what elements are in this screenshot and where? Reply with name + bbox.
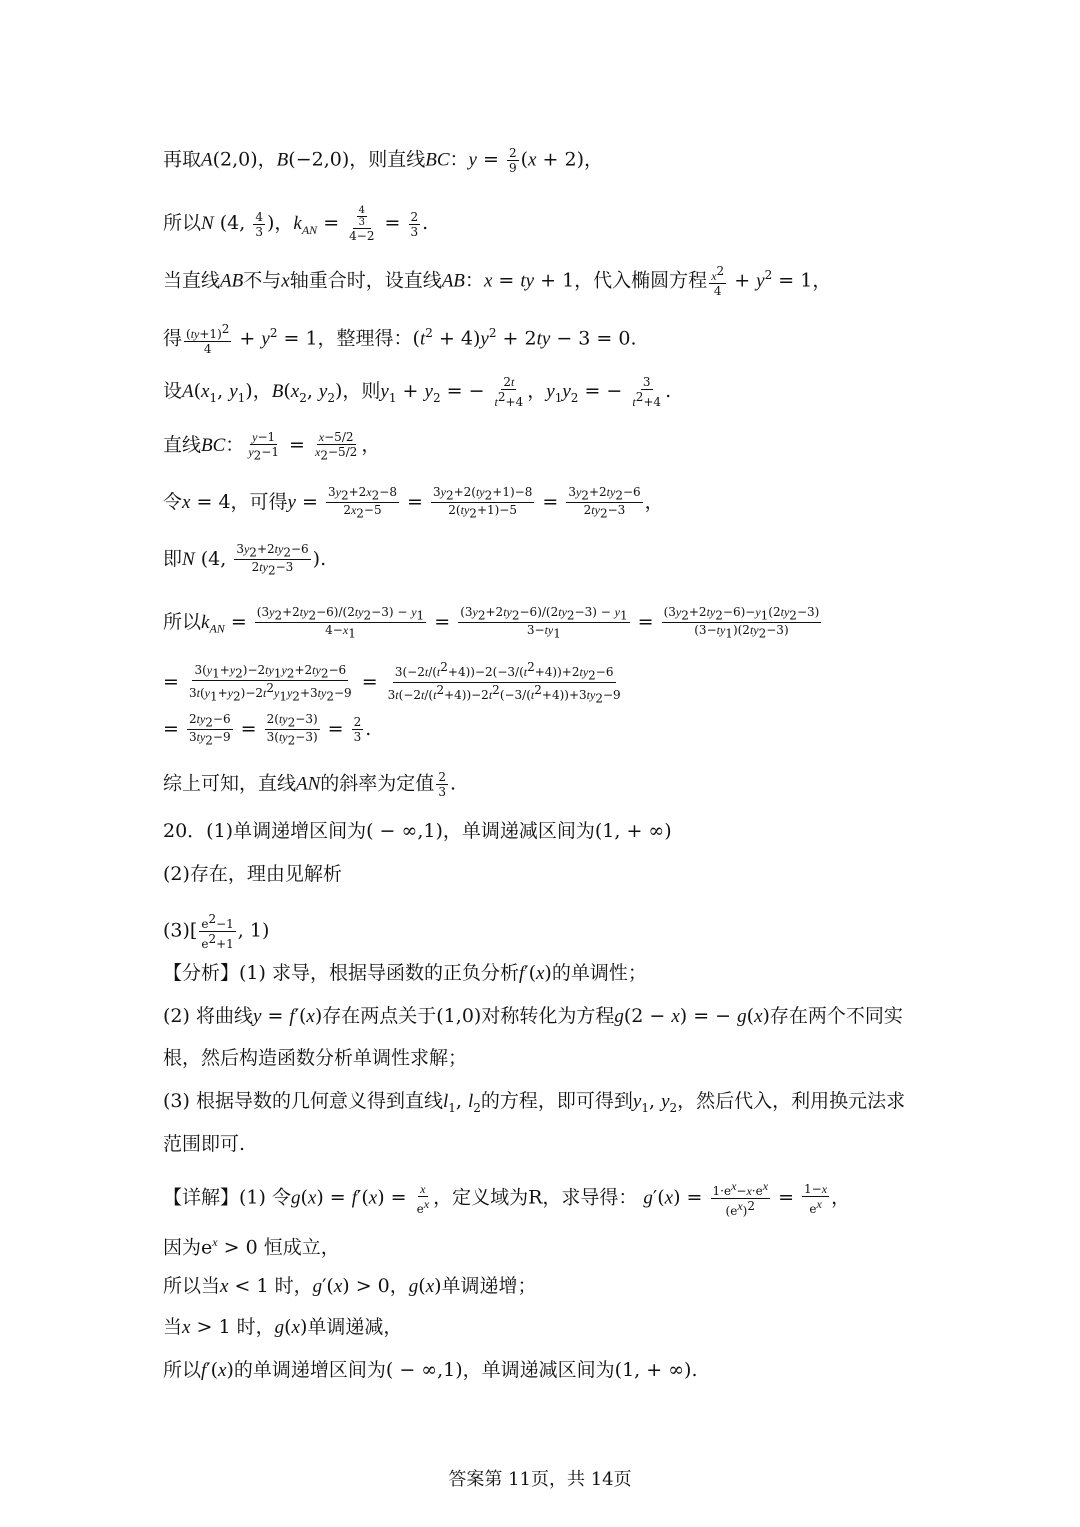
line-21: 【详解】(1) 令g(x) = f′(x) = $\frac{x}{ex}$ ，定义域为R，求导得： g′(x) = $\frac{1\cdot ex-x\cdot ex}{(ex)2}$ = $\frac{1-x}{ex}$ ， [163, 1179, 851, 1218]
line-14: (2)存在，理由见解析 [163, 863, 342, 885]
line-16: 【分析】(1) 求导，根据导函数的正负分析f′(x)的单调性； [163, 962, 647, 984]
page-footer: 答案第 11页，共 14页 [448, 1469, 632, 1490]
line-23: 所以当x < 1 时，g′(x) > 0，g(x)单调递增； [163, 1275, 537, 1297]
line-22: 因为$e^x > 0$ 恒成立， [163, 1235, 340, 1259]
line-20: 范围即可. [163, 1133, 246, 1155]
line-8: 即N (4, $\frac{3y2+2ty2-6}{2ty2-3}$ ). [163, 542, 327, 578]
line-12: 综上可知，直线AN的斜率为定值 $\frac{2}{3}$ . [163, 770, 456, 799]
line-10: = $\frac{3(y1+y2)-2ty1y2+2ty2-6}{3t(y1+y2)-2t2y1y2+3ty2-9}$ = $\frac{3(-2t/(t2+4))-2(-3/(t2+4))+2ty2-6}{3t(-2t/(t2+4))-2t2(-3/(t2+4))+3ty2-9}$ [163, 660, 621, 706]
line-18: 根，然后构造函数分析单调性求解； [163, 1047, 468, 1069]
line-4: 得 $\frac{(ty+1)2}{4}$ + $y^2 = 1$，整理得：$(t^2 + 4)y^2 + 2ty - 3 = 0$. [163, 322, 637, 357]
line-7: 令x = 4，可得y = $\frac{3y2+2x2-8}{2x2-5}$ = $\frac{3y2+2(ty2+1)-8}{2(ty2+1)-5}$ = $\frac{3y2+2ty2-6}{2ty2-3}$ ， [163, 485, 664, 521]
line-24: 当x > 1 时，g(x)单调递减， [163, 1316, 403, 1338]
line-9: 所以$k_{AN}$ = $\frac{(3y2+2ty2-6)/(2ty2-3) - y1}{4-x1}$ = $\frac{(3y2+2ty2-6)/(2ty2-3) - y1}{3-ty1}$ = $\frac{(3y2+2ty2-6)-y1(2ty2-3)}{(3-ty1)(2ty2-3)}$ [163, 605, 820, 641]
line-19: (3) 根据导数的几何意义得到直线$l_1$, $l_2$的方程，即可得到$y_1$, $y_2$，然后代入，利用换元法求 [163, 1090, 906, 1115]
line-5: 设$A(x_1$, $y_1$)，$B(x_2$, $y_2$)，则$y_1 + y_2$ = − $\frac{2t}{t2+4}$ ，$y_1y_2$ = − $\frac{3}{t2+4}$ . [163, 375, 672, 409]
line-13: 20．(1)单调递增区间为( − ∞,1)，单调递减区间为(1, + ∞) [163, 820, 672, 842]
line-15: (3)[ $\frac{e2-1}{e2+1}$ , 1) [163, 912, 270, 951]
line-17: (2) 将曲线y = f′(x)存在两点关于(1,0)对称转化为方程g(2 − x) = − g(x)存在两个不同实 [163, 1005, 903, 1027]
line-2: 所以N (4, $\frac{4}{3}$ )，$k_{AN}$ = $\frac{\frac{4}{3}}{4-2}$ = $\frac{2}{3}$ . [163, 205, 429, 243]
line-3: 当直线AB不与x轴重合时，设直线AB：x = ty + 1，代入椭圆方程 $\frac{x2}{4}$ + $y^2 = 1$， [163, 264, 832, 299]
line-11: = $\frac{2ty2-6}{3ty2-9}$ = $\frac{2(ty2-3)}{3(ty2-3)}$ = $\frac{2}{3}$ . [163, 712, 372, 748]
line-6: 直线BC： $\frac{y-1}{y2-1}$ = $\frac{x-5/2}{x2-5/2}$ ， [163, 430, 381, 463]
line-1: 再取A(2,0)，B(−2,0)，则直线BC：y = $\frac{2}{9}$ (x + 2)， [163, 146, 603, 175]
line-25: 所以f′(x)的单调递增区间为( − ∞,1)，单调递减区间为(1, + ∞). [163, 1359, 698, 1381]
